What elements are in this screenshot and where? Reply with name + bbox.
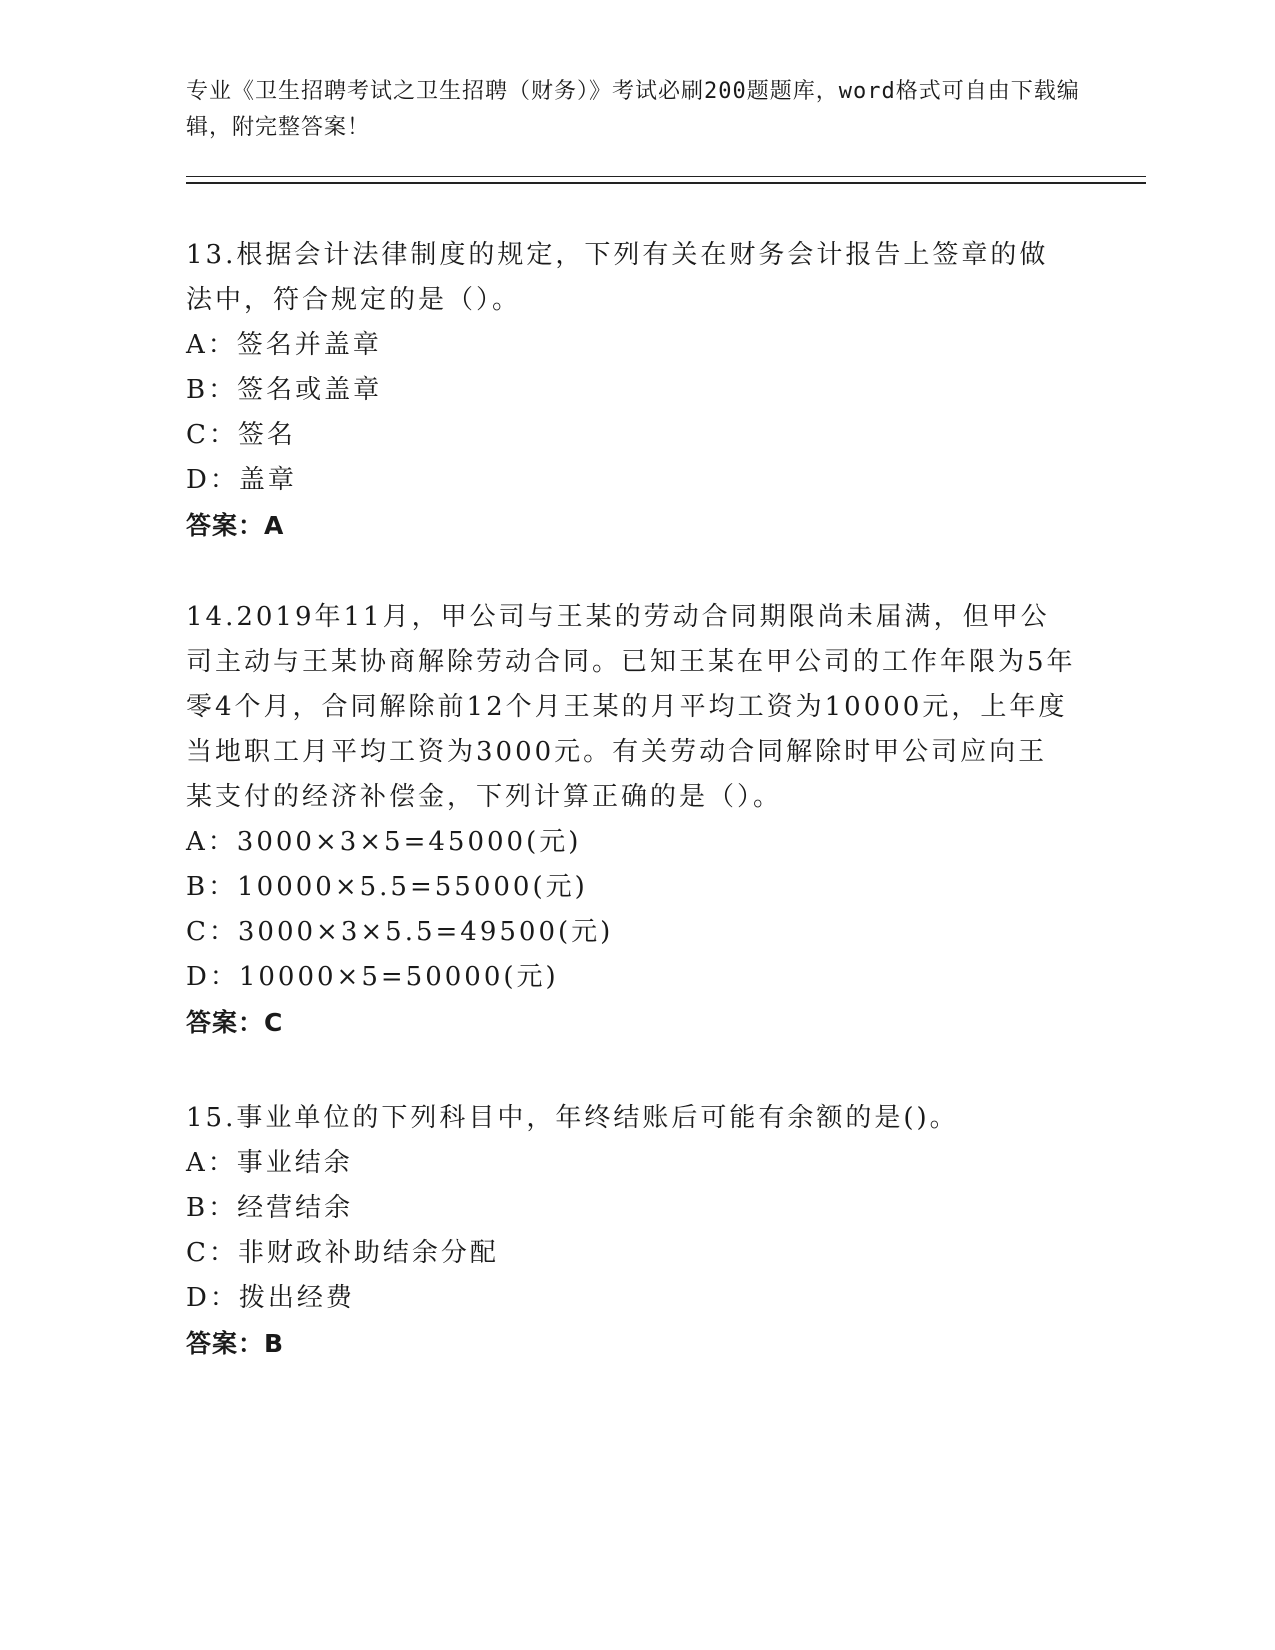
document-header [186, 74, 1086, 146]
option-d: D：拨出经费 [186, 1283, 355, 1313]
option-a: A：签名并盖章 [186, 330, 382, 360]
question-stem: 13.根据会计法律制度的规定，下列有关在财务会计报告上签章的做法中，符合规定的是（）。 [186, 240, 1049, 315]
header-divider-thick [186, 182, 1146, 184]
answer: 答案：C [186, 1008, 284, 1037]
option-d: D：10000×5=50000(元) [186, 962, 559, 992]
option-b: B：经营结余 [186, 1193, 354, 1223]
option-d: D：盖章 [186, 465, 297, 495]
option-b: B：签名或盖章 [186, 375, 383, 405]
answer: 答案：B [186, 1329, 285, 1358]
option-b: B：10000×5.5=55000(元) [186, 872, 588, 902]
question-stem: 14.2019年11月，甲公司与王某的劳动合同期限尚未届满，但甲公司主动与王某协商解除劳动合同。已知王某在甲公司的工作年限为5年零4个月，合同解除前12个月王某的月平均工资为10000元，上年度当地职工月平均工资为3000元。有关劳动合同解除时甲公司应向王某支付的经济补偿金，下列计算正确的是（）。 [186, 602, 1076, 812]
question-stem: 15.事业单位的下列科目中，年终结账后可能有余额的是()。 [186, 1103, 959, 1133]
option-c: C：签名 [186, 420, 296, 450]
option-c: C：3000×3×5.5=49500(元) [186, 917, 614, 947]
question-14 [186, 595, 1076, 1046]
option-a: A：事业结余 [186, 1148, 353, 1178]
header-text: 专业《卫生招聘考试之卫生招聘（财务）》考试必刷200题题库，word格式可自由下载编辑，附完整答案！ [186, 79, 1080, 140]
question-13 [186, 233, 1076, 549]
option-a: A：3000×3×5=45000(元) [186, 827, 582, 857]
question-15 [186, 1096, 1076, 1367]
header-divider-thin [186, 176, 1146, 177]
option-c: C：非财政补助结余分配 [186, 1238, 499, 1268]
answer: 答案：A [186, 511, 285, 540]
